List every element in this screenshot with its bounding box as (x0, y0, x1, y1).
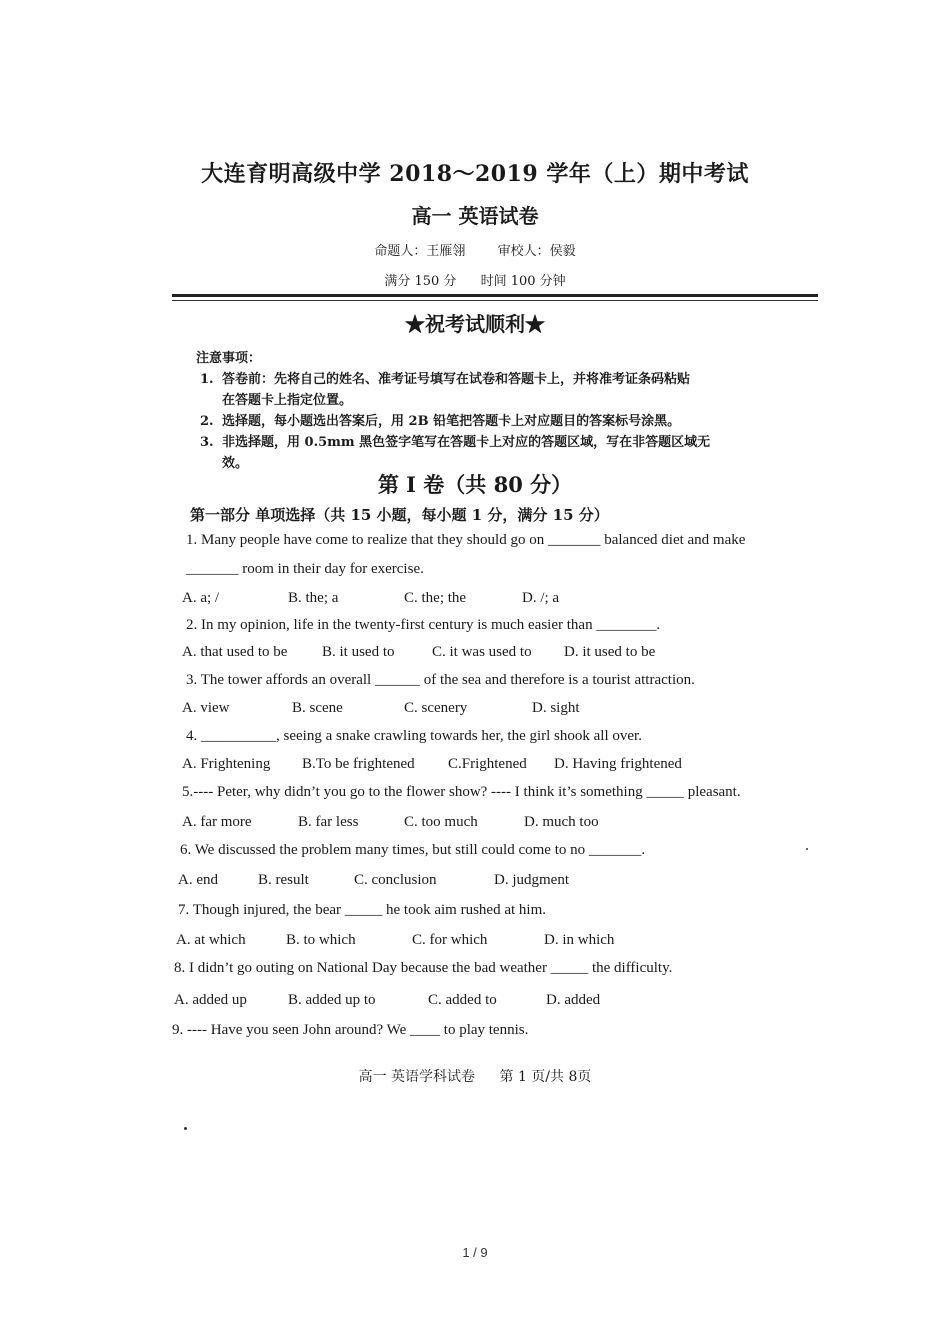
good-luck-banner: ★祝考试顺利★ (405, 312, 545, 336)
option-d: D. it used to be (564, 644, 656, 660)
option-b: B. far less (298, 814, 359, 830)
note-number: 1. (200, 372, 214, 387)
exam-score-time (0, 270, 950, 289)
question-stem: 4. __________, seeing a snake crawling towards her, the girl shook all over. (186, 728, 642, 744)
part-title: 第 I 卷（共 80 分） (377, 472, 573, 497)
page-counter: 1 / 9 (462, 1245, 488, 1260)
exam-title: 大连育明高级中学 2018～2019 学年（上）期中考试 (201, 161, 749, 187)
question-stem-continued: _______ room in their day for exercise. (186, 561, 424, 577)
option-c: C. scenery (404, 700, 468, 716)
question-stem: 2. In my opinion, life in the twenty-first century is much easier than ________. (186, 617, 661, 633)
note-text: 选择题，每小题选出答案后，用 2B 铅笔把答题卡上对应题目的答案标号涂黑。 (222, 414, 681, 429)
option-c: C. it was used to (432, 644, 532, 660)
question-options (176, 932, 614, 949)
option-b: B. it used to (322, 644, 395, 660)
option-d: D. judgment (494, 872, 569, 888)
option-d: D. much too (524, 814, 599, 830)
option-d: D. /; a (522, 590, 560, 606)
option-d: D. added (546, 992, 601, 1008)
exam-subtitle: 高一 英语试卷 (411, 204, 539, 228)
note-text: 答卷前：先将自己的姓名、准考证号填写在试卷和答题卡上，并将准考证条码粘贴 (222, 372, 691, 387)
reviewer-label: 审校人：侯毅 (497, 244, 576, 259)
option-a: A. added up (174, 992, 247, 1008)
question-stem: 3. The tower affords an overall ______ of the sea and therefore is a tourist attraction. (186, 672, 695, 688)
notes-block (196, 348, 796, 474)
option-b: B.To be frightened (302, 756, 415, 772)
option-b: B. scene (292, 700, 343, 716)
page-footer (0, 1066, 950, 1086)
option-d: D. Having frightened (554, 756, 682, 772)
question-options (174, 992, 600, 1009)
question-stem: 9. ---- Have you seen John around? We ____ to play tennis. (172, 1022, 529, 1038)
option-b: B. the; a (288, 590, 339, 606)
option-a: A. Frightening (182, 756, 271, 772)
option-d: D. in which (544, 932, 615, 948)
option-c: C. added to (428, 992, 497, 1008)
note-text: 在答题卡上指定位置。 (222, 393, 353, 408)
question-options (182, 590, 559, 607)
option-c: C. for which (412, 932, 488, 948)
question-stem: 6. We discussed the problem many times, but still could come to no _______. (180, 842, 646, 858)
option-b: B. result (258, 872, 309, 888)
question-options (182, 644, 655, 661)
option-b: B. to which (286, 932, 356, 948)
option-c: C.Frightened (448, 756, 527, 772)
option-a: A. view (182, 700, 230, 716)
option-c: C. conclusion (354, 872, 437, 888)
option-a: A. a; / (182, 590, 220, 606)
question-stem: 7. Though injured, the bear _____ he took aim rushed at him. (178, 902, 546, 918)
option-c: C. too much (404, 814, 478, 830)
full-score: 满分 150 分 (384, 274, 457, 289)
question-stem: 8. I didn’t go outing on National Day because the bad weather _____ the difficulty. (174, 960, 673, 976)
footer-page: 第 1 页/共 8页 (499, 1069, 592, 1085)
question-stem: 1. Many people have come to realize that they should go on _______ balanced diet and make (186, 532, 746, 548)
scan-speck (184, 1127, 187, 1130)
note-item (196, 369, 796, 411)
setter-label: 命题人：王雁翎 (374, 244, 466, 259)
note-number: 3. (200, 435, 214, 450)
note-text: 效。 (222, 456, 249, 471)
question-options (178, 872, 569, 889)
option-d: D. sight (532, 700, 580, 716)
question-options (182, 814, 599, 831)
option-a: A. that used to be (182, 644, 288, 660)
option-b: B. added up to (288, 992, 376, 1008)
option-a: A. end (178, 872, 218, 888)
exam-authors (0, 240, 950, 259)
notes-heading: 注意事项： (196, 351, 262, 366)
option-a: A. at which (176, 932, 246, 948)
footer-subject: 高一 英语学科试卷 (358, 1069, 476, 1085)
exam-time: 时间 100 分钟 (480, 274, 566, 289)
question-stem: 5.---- Peter, why didn’t you go to the flower show? ---- I think it’s something _____ pleasant. (182, 784, 741, 800)
option-a: A. far more (182, 814, 252, 830)
note-text: 非选择题，用 0.5mm 黑色签字笔写在答题卡上对应的答题区域，写在非答题区域无 (222, 435, 711, 450)
note-item (196, 411, 796, 432)
header-divider-thick (172, 294, 818, 297)
option-c: C. the; the (404, 590, 467, 606)
section-heading: 第一部分 单项选择（共 15 小题，每小题 1 分，满分 15 分） (190, 506, 609, 524)
note-item (196, 432, 796, 474)
question-options (182, 756, 682, 773)
scan-speck (806, 848, 808, 850)
note-number: 2. (200, 414, 214, 429)
question-options (182, 700, 580, 717)
header-divider-thin (172, 300, 818, 301)
